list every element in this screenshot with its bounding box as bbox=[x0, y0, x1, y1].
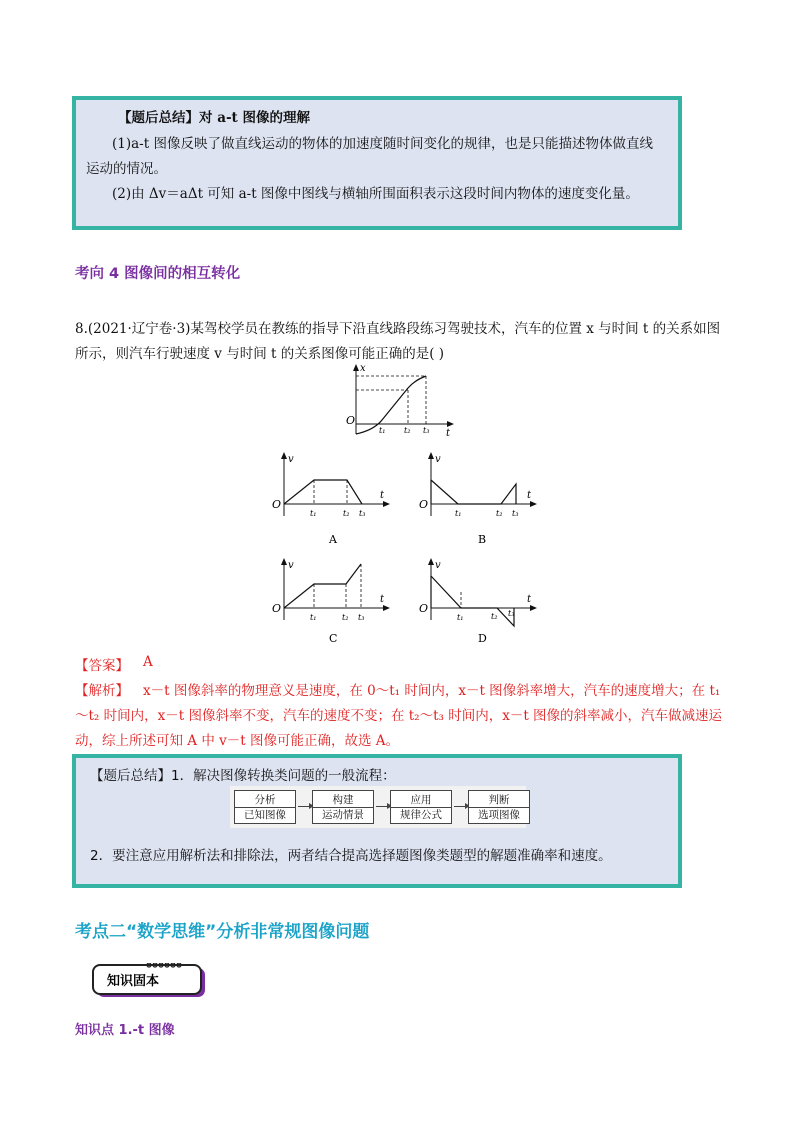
badge-label: 知识固本 bbox=[107, 974, 160, 989]
question-line-2: 所示，则汽车行驶速度 v 与时间 t 的关系图像可能正确的是( ) bbox=[75, 346, 445, 362]
option-d-graph bbox=[415, 556, 545, 656]
option-a-graph bbox=[268, 450, 398, 550]
summary-title: 【题后总结】对 a-t 图像的理解 bbox=[118, 110, 310, 126]
main-tick-t1: t₁ bbox=[379, 426, 386, 435]
svg-text:v: v bbox=[435, 454, 441, 465]
arrow-icon bbox=[376, 806, 390, 807]
flow-step-2: 构建 运动情景 bbox=[312, 790, 374, 824]
svg-text:O: O bbox=[272, 602, 282, 615]
topic-heading: 考点二“数学思维”分析非常规图像问题 bbox=[75, 922, 370, 942]
flow-step-4: 判断 选项图像 bbox=[468, 790, 530, 824]
summary-box-1 bbox=[72, 96, 682, 230]
knowledge-badge bbox=[91, 963, 209, 999]
svg-text:t₃: t₃ bbox=[359, 509, 366, 518]
answer-value: A bbox=[143, 654, 153, 670]
svg-text:O: O bbox=[419, 498, 429, 511]
svg-text:t₂: t₂ bbox=[342, 613, 349, 622]
svg-text:t₂: t₂ bbox=[343, 509, 350, 518]
flow-step-1: 分析 已知图像 bbox=[234, 790, 296, 824]
svg-text:v: v bbox=[288, 560, 294, 571]
analysis-line-1: x－t 图像斜率的物理意义是速度，在 0～t₁ 时间内，x－t 图像斜率增大，汽车的速度增大；在 t₁ bbox=[143, 683, 721, 699]
svg-text:t₃: t₃ bbox=[358, 613, 365, 622]
analysis-label: 【解析】 bbox=[75, 683, 129, 699]
arrow-icon bbox=[298, 806, 312, 807]
summary-paragraph-1b: 运动的情况。 bbox=[86, 161, 167, 177]
x-t-graph bbox=[340, 362, 460, 442]
svg-text:t: t bbox=[380, 594, 385, 605]
svg-text:v: v bbox=[288, 454, 294, 465]
knowledge-point: 知识点 1.-t 图像 bbox=[75, 1023, 175, 1038]
option-b-graph bbox=[415, 450, 545, 550]
option-c-graph bbox=[268, 556, 398, 656]
main-x-label: t bbox=[446, 428, 451, 439]
analysis-line-2: ～t₂ 时间内，x－t 图像斜率不变，汽车的速度不变；在 t₂～t₃ 时间内，x－t 图像的斜率减小，汽车做减速运 bbox=[75, 708, 723, 724]
main-y-label: x bbox=[360, 363, 366, 374]
svg-text:t₁: t₁ bbox=[457, 613, 464, 622]
svg-text:O: O bbox=[272, 498, 282, 511]
summary-paragraph-1a: (1)a-t 图像反映了做直线运动的物体的加速度随时间变化的规律，也是只能描述物体做直线 bbox=[112, 136, 653, 152]
summary2-line-1: 【题后总结】1．解决图像转换类问题的一般流程： bbox=[90, 768, 396, 784]
svg-text:t₁: t₁ bbox=[310, 509, 317, 518]
svg-text:t₂: t₂ bbox=[496, 509, 503, 518]
question-line-1: 8.(2021·辽宁卷·3)某驾校学员在教练的指导下沿直线路段练习驾驶技术，汽车的位置 x 与时间 t 的关系如图 bbox=[75, 321, 721, 337]
analysis-line-3: 动，综上所述可知 A 中 v－t 图像可能正确，故选 A。 bbox=[75, 733, 400, 749]
option-b-label: B bbox=[478, 533, 487, 546]
option-c-label: C bbox=[329, 632, 338, 645]
svg-text:t: t bbox=[380, 490, 385, 501]
main-origin: O bbox=[346, 414, 356, 427]
svg-text:O: O bbox=[419, 602, 429, 615]
summary2-line-2: 2．要注意应用解析法和排除法，两者结合提高选择题图像类题型的解题准确率和速度。 bbox=[90, 848, 612, 864]
svg-text:t: t bbox=[527, 594, 532, 605]
svg-text:t₃: t₃ bbox=[508, 609, 515, 618]
svg-text:t₁: t₁ bbox=[455, 509, 462, 518]
svg-text:t₃: t₃ bbox=[512, 509, 519, 518]
section-heading: 考向 4 图像间的相互转化 bbox=[75, 266, 241, 282]
flow-diagram bbox=[230, 786, 526, 828]
answer-label: 【答案】 bbox=[75, 658, 129, 674]
option-d-label: D bbox=[478, 632, 487, 645]
svg-text:v: v bbox=[435, 560, 441, 571]
svg-text:t₁: t₁ bbox=[310, 613, 317, 622]
main-tick-t2: t₂ bbox=[404, 426, 411, 435]
option-a-label: A bbox=[329, 533, 337, 546]
flow-step-3: 应用 规律公式 bbox=[390, 790, 452, 824]
summary-paragraph-2: (2)由 Δv＝aΔt 可知 a-t 图像中图线与横轴所围面积表示这段时间内物体的速度变化量。 bbox=[112, 186, 639, 202]
svg-text:t: t bbox=[527, 490, 532, 501]
svg-text:t₂: t₂ bbox=[491, 612, 498, 621]
main-tick-t3: t₃ bbox=[423, 426, 430, 435]
arrow-icon bbox=[454, 806, 468, 807]
